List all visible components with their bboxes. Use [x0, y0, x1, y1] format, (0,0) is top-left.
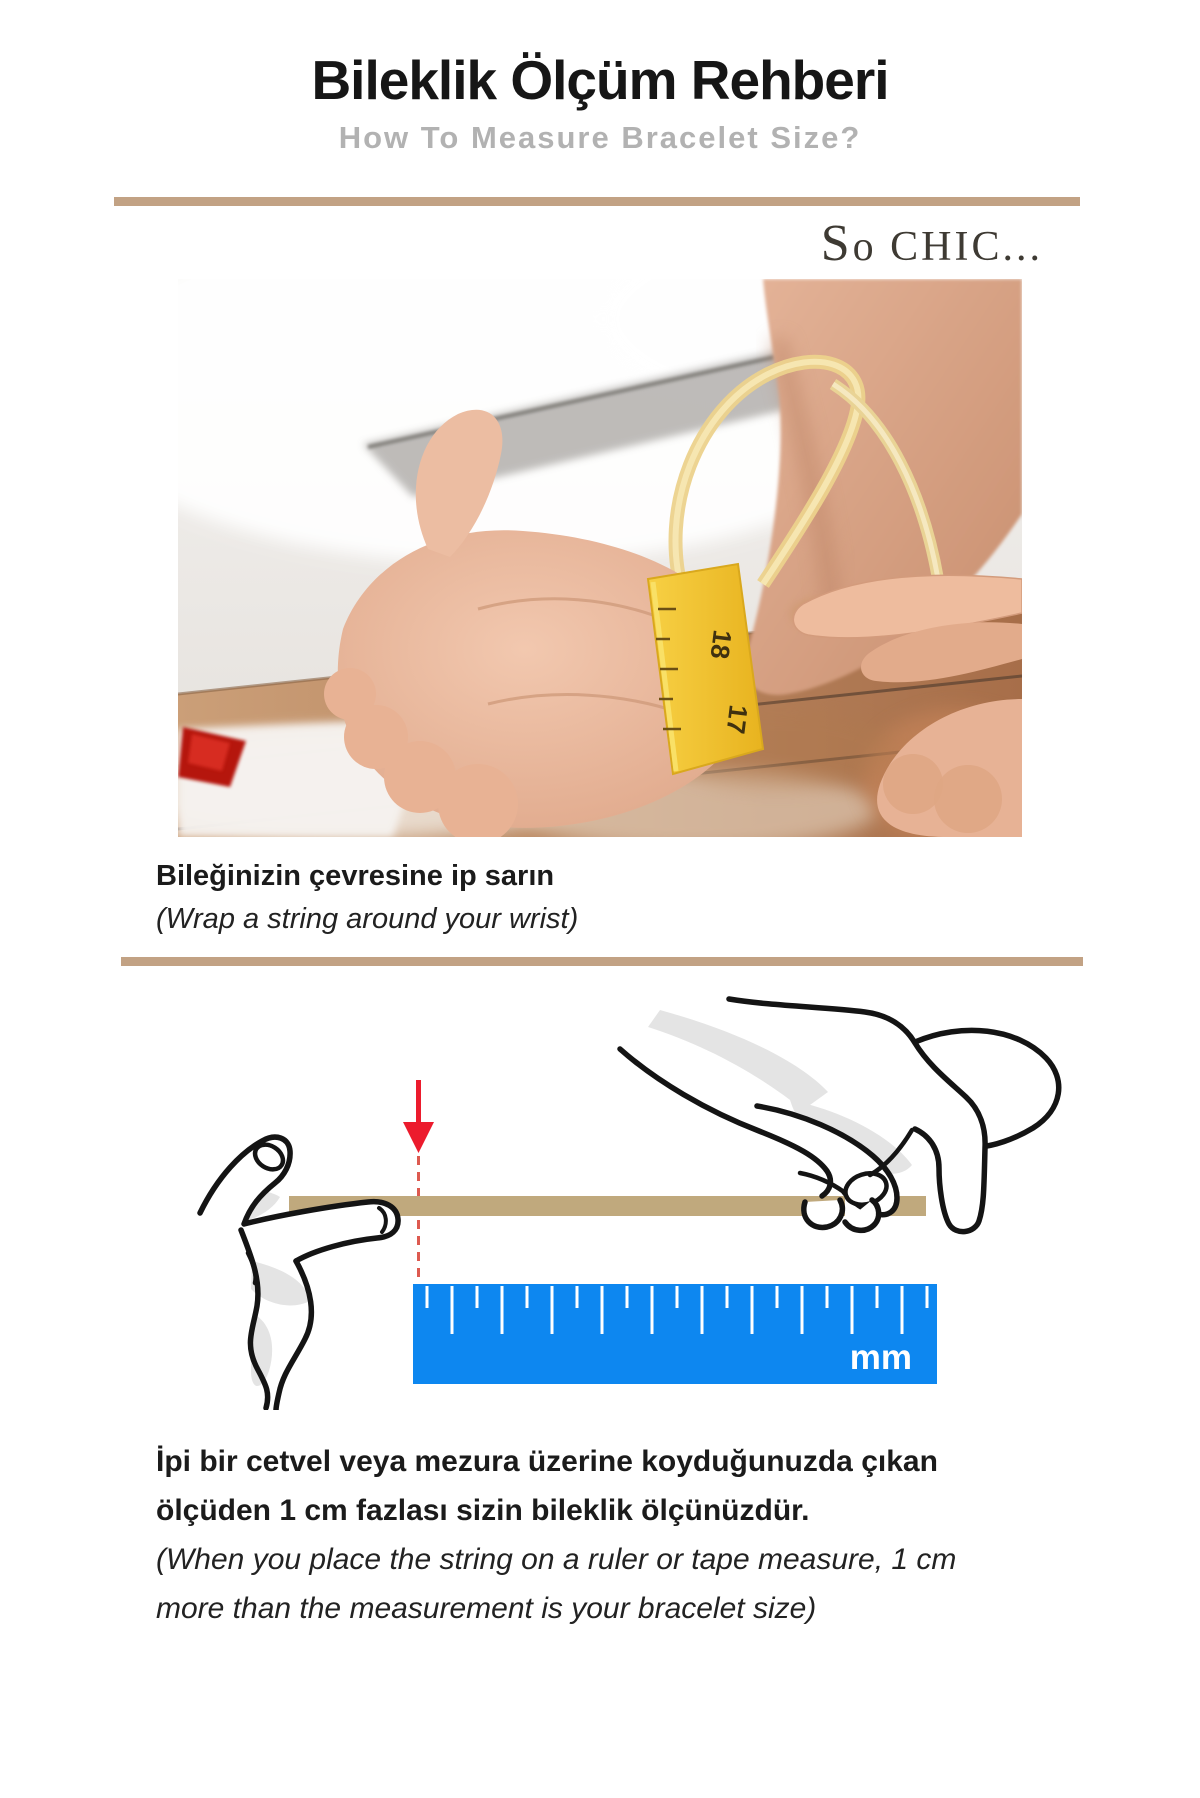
step1-caption-turkish: Bileğinizin çevresine ip sarın: [156, 860, 555, 892]
red-arrow: [403, 1080, 434, 1153]
curled-finger-4: [324, 668, 376, 720]
step2-caption-block: [156, 1437, 1056, 1633]
ruler-unit-label: mm: [849, 1338, 912, 1377]
step2-caption-english-line1: (When you place the string on a ruler or tape measure, 1 cm: [156, 1543, 957, 1576]
tape-number-17: 17: [720, 703, 754, 736]
ruler: [413, 1284, 937, 1384]
step2-caption-turkish-line2: ölçüden 1 cm fazlası sizin bileklik ölçünüzdür.: [156, 1494, 810, 1527]
step1-caption-english: (Wrap a string around your wrist): [156, 903, 579, 935]
step2-caption-turkish-line1: İpi bir cetvel veya mezura üzerine koyduğunuzda çıkan: [156, 1445, 938, 1478]
step2-caption-english-line2: more than the measurement is your bracelet size): [156, 1592, 817, 1625]
knuckle-bump-1: [883, 754, 943, 814]
knuckle-bump-2: [934, 765, 1002, 833]
string-over-ruler-illustration: [100, 970, 1100, 1410]
brand-logo: So CHIC...: [820, 215, 1043, 272]
top-divider: [114, 197, 1080, 206]
middle-divider: [121, 957, 1083, 966]
tape-number-18: 18: [704, 628, 738, 661]
hands-ruler-graphic: [100, 970, 1100, 1410]
page-subtitle: How To Measure Bracelet Size?: [338, 120, 862, 155]
left-hand-illustration: [200, 1137, 398, 1410]
page-title: Bileklik Ölçüm Rehberi: [311, 49, 889, 111]
wrist-measuring-photo: [178, 279, 1022, 837]
wrist-photo-graphic: [178, 279, 1022, 837]
right-knuckle-bump-1: [804, 1200, 842, 1227]
